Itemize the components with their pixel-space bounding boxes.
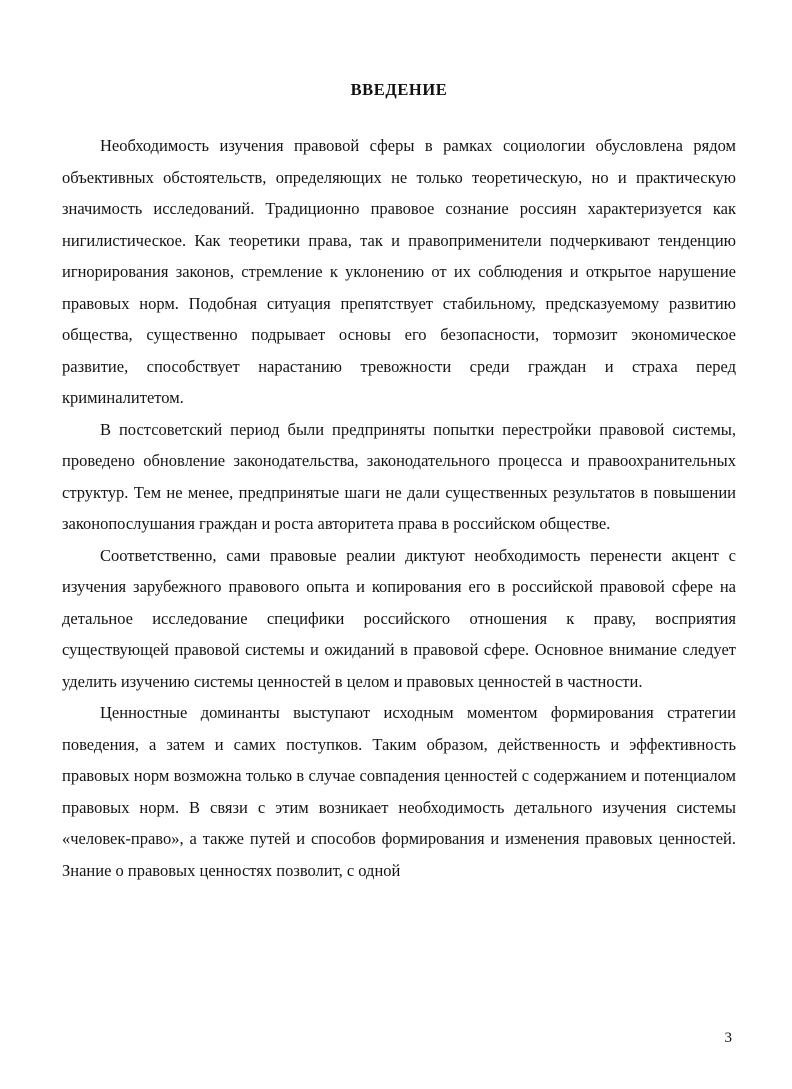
paragraph-2: В постсоветский период были предприняты попытки перестройки правовой системы, проведено обновление законодательства, законодательного процесса и правоохранительных структур. Тем не менее, предпринятые шаги не дали существенных результатов в повышении законопослушания граждан и роста авторитета права в российском обществе. <box>62 419 736 533</box>
page-number: 3 <box>724 1030 732 1046</box>
page-title: ВВЕДЕНИЕ <box>350 80 448 99</box>
document-body <box>62 130 736 886</box>
paragraph-1: Необходимость изучения правовой сферы в рамках социологии обусловлена рядом объективных обстоятельств, определяющих не только теоретическую, но и практическую значимость исследований. Традиционно правовое сознание россиян характеризуется как нигилистическое. Как теоретики права, так и правоприменители подчеркивают тенденцию игнорирования законов, стремление к уклонению от их соблюдения и открытое нарушение правовых норм. Подобная ситуация препятствует стабильному, предсказуемому развитию общества, существенно подрывает основы его безопасности, тормозит экономическое развитие, способствует нарастанию тревожности среди граждан и страха перед криминалитетом. <box>62 136 736 407</box>
paragraph-4: Ценностные доминанты выступают исходным моментом формирования стратегии поведения, а затем и самих поступков. Таким образом, действенность и эффективность правовых норм возможна только в случае совпадения ценностей с содержанием и потенциалом правовых норм. В связи с этим возникает необходимость детального изучения системы «человек-право», а также путей и способов формирования и изменения правовых ценностей. Знание о правовых ценностях позволит, с одной <box>62 703 736 880</box>
paragraph-3: Соответственно, сами правовые реалии диктуют необходимость перенести акцент с изучения зарубежного правового опыта и копирования его в российской правовой сфере на детальное исследование специфики российского отношения к праву, восприятия существующей правовой системы и ожиданий в правовой сфере. Основное внимание следует уделить изучению системы ценностей в целом и правовых ценностей в частности. <box>62 545 736 691</box>
